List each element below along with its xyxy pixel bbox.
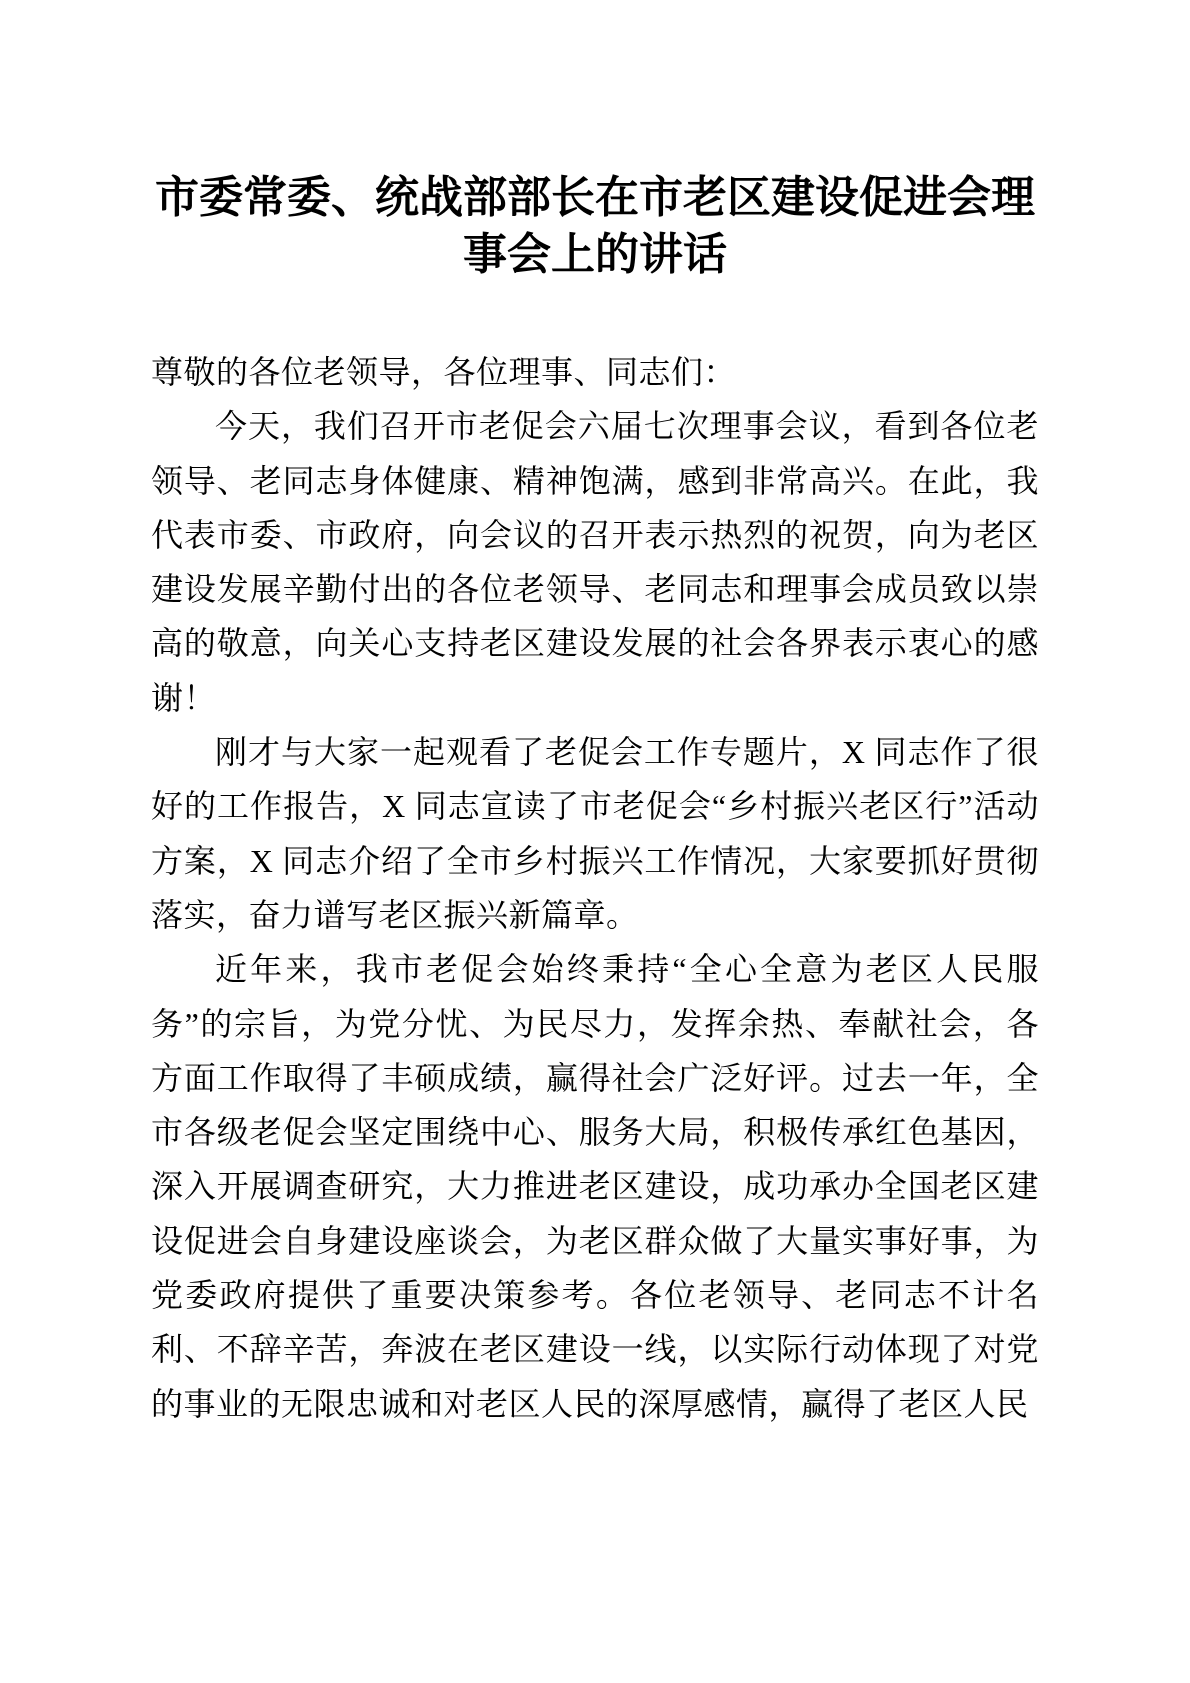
document-title: 市委常委、统战部部长在市老区建设促进会理事会上的讲话: [155, 173, 1035, 279]
document-body: [151, 345, 1039, 1431]
paragraph: 尊敬的各位老领导，各位理事、同志们：: [151, 354, 737, 390]
paragraph: 刚才与大家一起观看了老促会工作专题片，X 同志作了很好的工作报告，X 同志宣读了市老促会“乡村振兴老区行”活动方案，X 同志介绍了全市乡村振兴工作情况，大家要抓好贯彻落实，奋力谱写老区振兴新篇章。: [151, 734, 1039, 933]
paragraph: 今天，我们召开市老促会六届七次理事会议，看到各位老领导、老同志身体健康、精神饱满，感到非常高兴。在此，我代表市委、市政府，向会议的召开表示热烈的祝贺，向为老区建设发展辛勤付出的各位老领导、老同志和理事会成员致以崇高的敬意，向关心支持老区建设发展的社会各界表示衷心的感谢！: [151, 408, 1039, 716]
paragraph: 近年来，我市老促会始终秉持“全心全意为老区人民服务”的宗旨，为党分忧、为民尽力，发挥余热、奉献社会，各方面工作取得了丰硕成绩，赢得社会广泛好评。过去一年，全市各级老促会坚定围绕中心、服务大局，积极传承红色基因，深入开展调查研究，大力推进老区建设，成功承办全国老区建设促进会自身建设座谈会，为老区群众做了大量实事好事，为党委政府提供了重要决策参考。各位老领导、老同志不计名利、不辞辛苦，奔波在老区建设一线，以实际行动体现了对党的事业的无限忠诚和对老区人民的深厚感情，赢得了老区人民: [151, 951, 1039, 1422]
